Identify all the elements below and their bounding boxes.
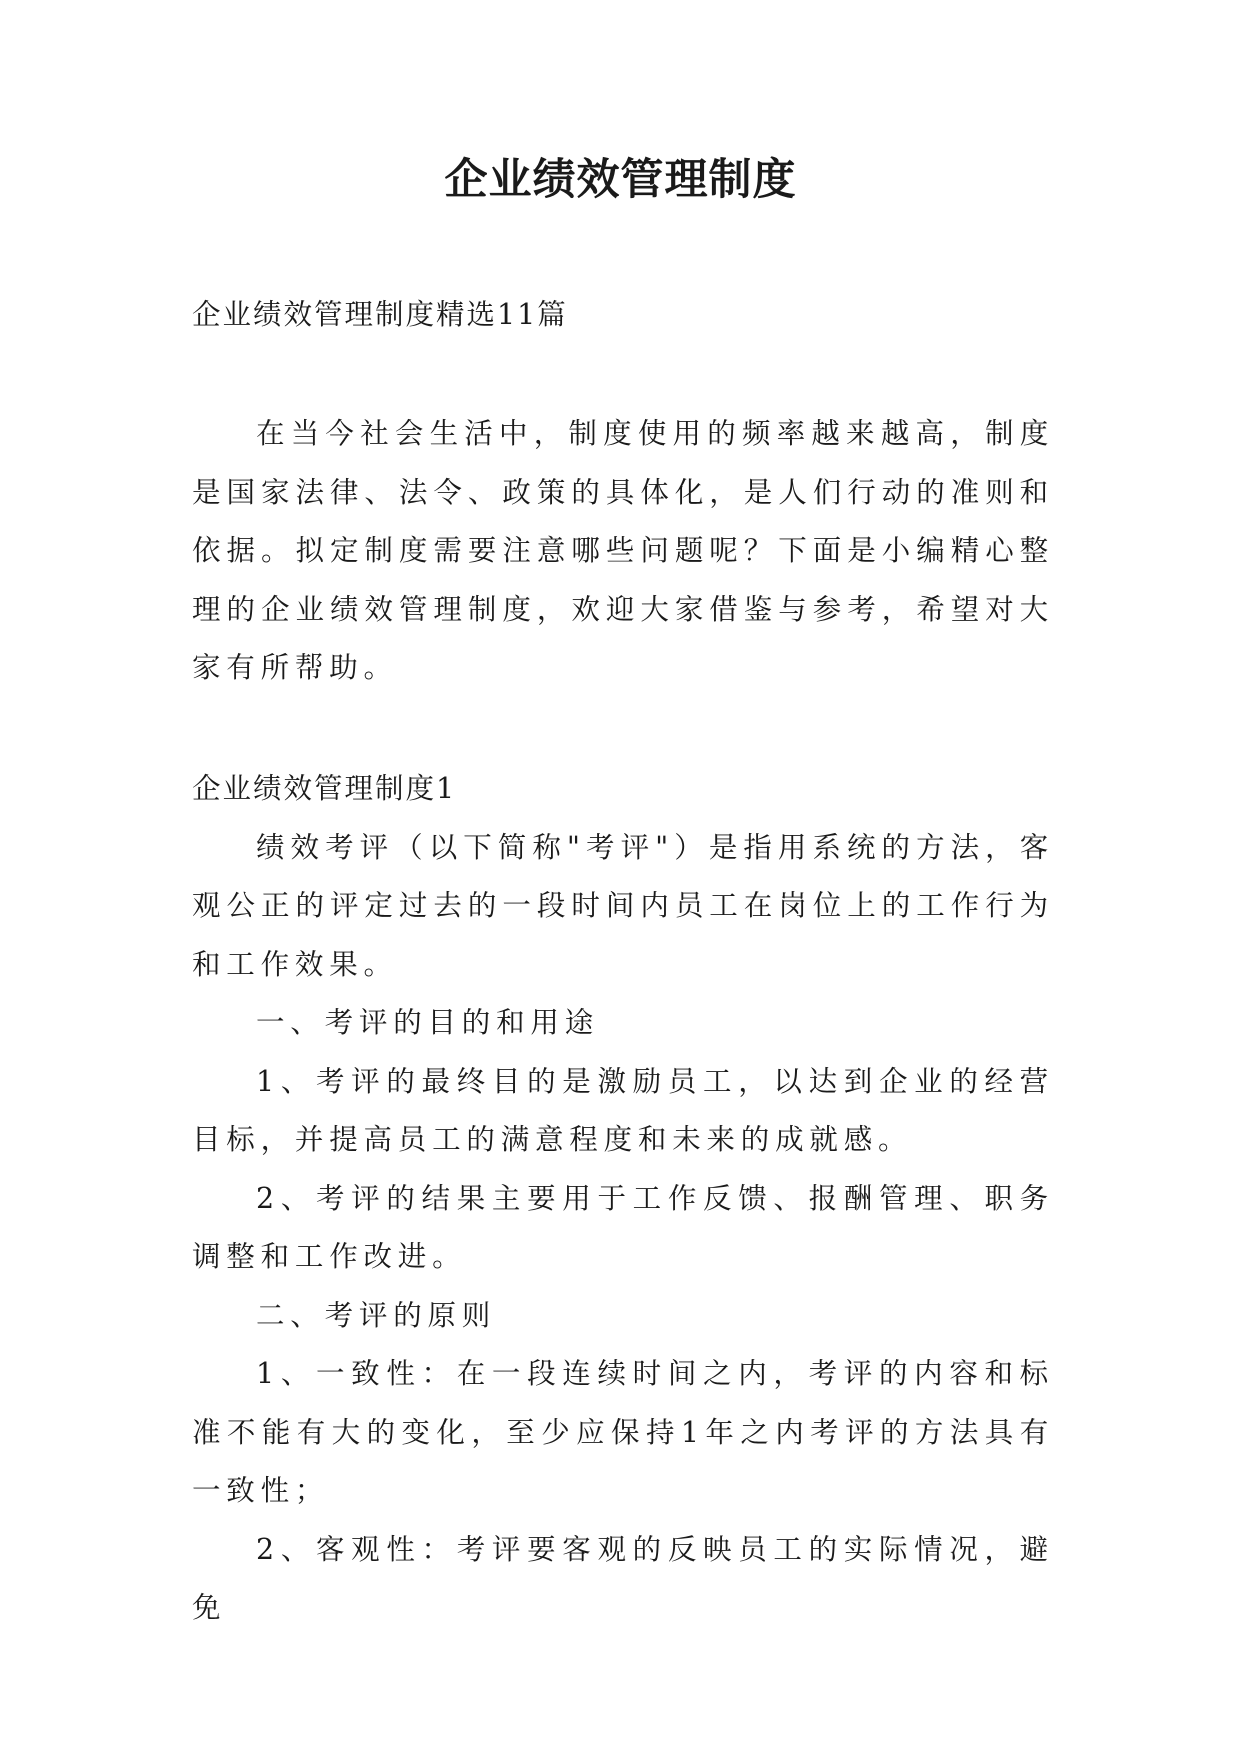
section-heading: 企业绩效管理制度1 xyxy=(192,772,457,805)
paragraph: 二、考评的原则 xyxy=(256,1298,497,1332)
document-title: 企业绩效管理制度 xyxy=(444,155,797,205)
document-subtitle: 企业绩效管理制度精选11篇 xyxy=(192,298,568,331)
intro-paragraph: 在当今社会生活中，制度使用的频率越来越高，制度是国家法律、法令、政策的具体化，是人们行动的准则和依据。拟定制度需要注意哪些问题呢？下面是小编精心整理的企业绩效管理制度，欢迎大家借鉴与参考，希望对大家有所帮助。 xyxy=(192,417,1054,684)
intro-block xyxy=(192,405,1054,698)
section-1 xyxy=(192,760,1054,1638)
paragraph: 1、一致性：在一段连续时间之内，考评的内容和标准不能有大的变化，至少应保持1年之内考评的方法具有一致性； xyxy=(192,1357,1054,1507)
paragraph: 2、考评的结果主要用于工作反馈、报酬管理、职务调整和工作改进。 xyxy=(192,1181,1054,1273)
paragraph: 绩效考评（以下简称"考评"）是指用系统的方法，客观公正的评定过去的一段时间内员工在岗位上的工作行为和工作效果。 xyxy=(192,830,1054,981)
paragraph: 2、客观性：考评要客观的反映员工的实际情况，避免 xyxy=(192,1532,1054,1624)
paragraph: 1、考评的最终目的是激励员工，以达到企业的经营目标，并提高员工的满意程度和未来的成就感。 xyxy=(192,1064,1054,1156)
paragraph: 一、考评的目的和用途 xyxy=(256,1006,600,1039)
